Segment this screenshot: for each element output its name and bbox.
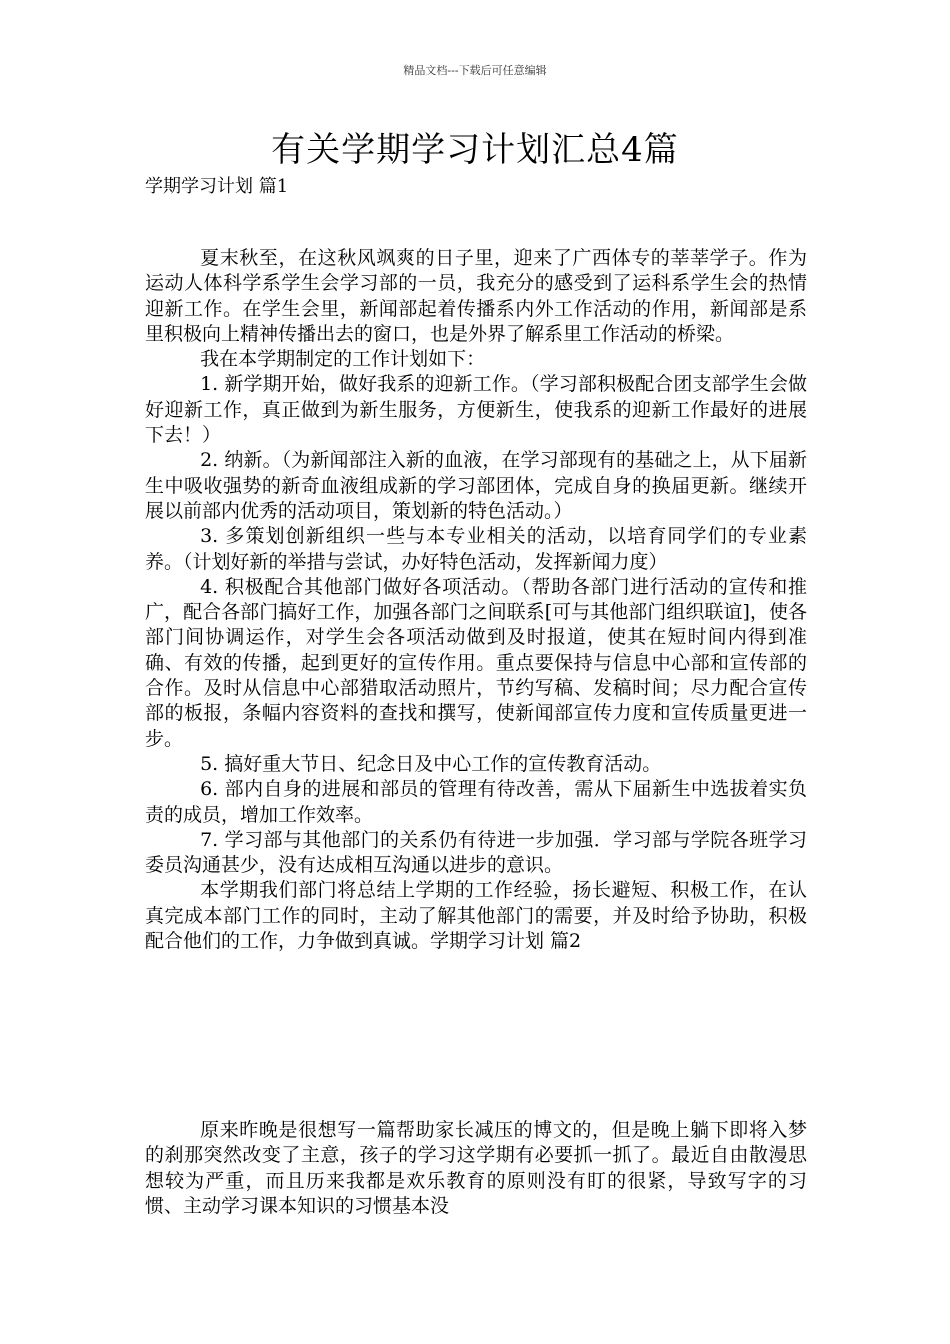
closing-paragraph (145, 878, 807, 954)
header-note: 精品文档---下载后可任意编辑 (403, 64, 547, 77)
paragraph: 夏末秋至，在这秋风飒爽的日子里，迎来了广西体专的莘莘学子。作为运动人体科学系学生会学习部的一员，我充分的感受到了运科系学生会的热情迎新工作。在学生会里，新闻部起着传播系内外工作活动的作用，新闻部是系里积极向上精神传播出去的窗口，也是外界了解系里工作活动的桥梁。 (145, 247, 807, 345)
list-item: 7. 学习部与其他部门的关系仍有待进一步加强．学习部与学院各班学习委员沟通甚少，没有达成相互沟通以进步的意识。 (145, 828, 807, 877)
section-heading-2: 学期学习计划 篇2 (430, 930, 582, 953)
list-item: 1. 新学期开始，做好我系的迎新工作。（学习部积极配合团支部学生会做好迎新工作，真正做到为新生服务，方便新生，使我系的迎新工作最好的进展下去！） (145, 373, 807, 447)
section-heading-1: 学期学习计划 篇1 (145, 176, 289, 197)
paragraph: 我在本学期制定的工作计划如下： (200, 348, 486, 371)
list-item: 3. 多策划创新组织一些与本专业相关的活动，以培育同学们的专业素养。（计划好新的举措与尝试，办好特色活动，发挥新闻力度） (145, 525, 807, 573)
paragraph: 原来昨晚是很想写一篇帮助家长减压的博文的，但是晚上躺下即将入梦的刹那突然改变了主意，孩子的学习这学期有必要抓一抓了。最近自由散漫思想较为严重，而且历来我都是欢乐教育的原则没有盯的很紧，导致写字的习惯、主动学习课本知识的习惯基本没 (145, 1119, 807, 1217)
list-item: 4. 积极配合其他部门做好各项活动。（帮助各部门进行活动的宣传和推广，配合各部门搞好工作，加强各部门之间联系[可与其他部门组织联谊]，使各部门间协调运作，对学生会各项活动做到及时报道，使其在短时间内得到准确、有效的传播，起到更好的宣传作用。重点要保持与信息中心部和宣传部的合作。及时从信息中心部猎取活动照片，节约写稿、发稿时间；尽力配合宣传部的板报，条幅内容资料的查找和撰写，使新闻部宣传力度和宣传质量更进一步。 (145, 575, 807, 750)
list-item: 5. 搞好重大节日、纪念日及中心工作的宣传教育活动。 (200, 752, 662, 775)
page-title: 有关学期学习计划汇总4篇 (271, 130, 679, 170)
closing-text: 本学期我们部门将总结上学期的工作经验，扬长避短、积极工作，在认真完成本部门工作的同时，主动了解其他部门的需要，并及时给予协助，积极配合他们的工作，力争做到真诚。 (145, 879, 807, 953)
list-item: 6. 部内自身的进展和部员的管理有待改善，需从下届新生中选拔着实负责的成员，增加工作效率。 (145, 778, 807, 826)
list-item: 2. 纳新。（为新闻部注入新的血液，在学习部现有的基础之上，从下届新生中吸收强势的新奇血液组成新的学习部团体，完成自身的换届更新。继续开展以前部内优秀的活动项目，策划新的特色活动。） (145, 449, 807, 522)
section-1-body (145, 246, 807, 954)
section-2-body (145, 1118, 807, 1219)
